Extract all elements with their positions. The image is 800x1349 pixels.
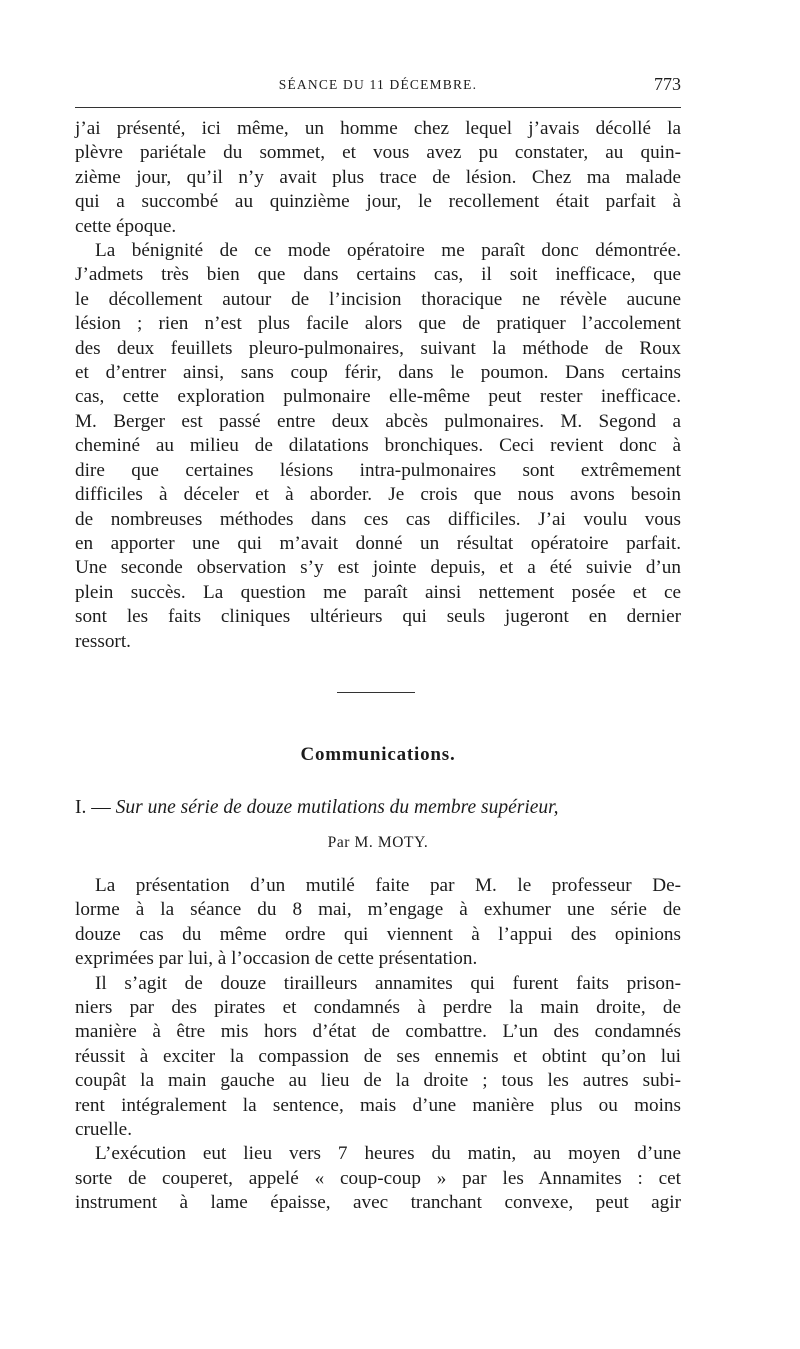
article-title <box>75 797 681 819</box>
text-line: lésion ; rien n’est plus facile alors que de pratiquer l’accolement <box>75 313 681 335</box>
text-line: réussit à exciter la compassion de ses ennemis et obtint qu’on lui <box>75 1045 681 1067</box>
text-line: sorte de couperet, appelé « coup-coup » par les Annamites : cet <box>75 1167 681 1189</box>
text-line: et d’entrer ainsi, sans coup férir, dans le poumon. Dans certains <box>75 362 681 384</box>
text-line: coupât la main gauche au lieu de la droite ; tous les autres subi- <box>75 1070 681 1092</box>
paragraph <box>75 1142 681 1215</box>
article-number: I. — <box>75 797 111 818</box>
text-line: cas, cette exploration pulmonaire elle-même peut rester inefficace. <box>75 386 681 408</box>
text-line: exprimées par lui, à l’occasion de cette présentation. <box>75 948 478 970</box>
text-line: difficiles à déceler et à aborder. Je crois que nous avons besoin <box>75 484 681 506</box>
text-line: plein succès. La question me paraît ainsi nettement posée et ce <box>75 581 681 603</box>
text-line: manière à être mis hors d’état de combattre. L’un des condamnés <box>75 1021 681 1043</box>
text-line: L’exécution eut lieu vers 7 heures du matin, au moyen d’une <box>95 1143 681 1165</box>
text-line: La présentation d’un mutilé faite par M. le professeur De- <box>95 875 681 896</box>
text-line: Une seconde observation s’y est jointe depuis, et a été suivie d’un <box>75 557 681 579</box>
text-line: le décollement autour de l’incision thoracique ne révèle aucune <box>75 288 681 310</box>
bottom-text-block <box>75 874 681 1216</box>
text-line: cheminé au milieu de dilatations bronchiques. Ceci revient donc à <box>75 435 681 457</box>
text-line: dire que certaines lésions intra-pulmonaires sont extrêmement <box>75 459 681 481</box>
text-line: des deux feuillets pleuro-pulmonaires, suivant la méthode de Roux <box>75 337 681 359</box>
separator-rule <box>337 692 415 693</box>
text-line: douze cas du même ordre qui viennent à l’appui des opinions <box>75 923 681 945</box>
page-number: 773 <box>654 74 681 94</box>
text-line: cette époque. <box>75 215 177 237</box>
running-head <box>75 74 681 96</box>
text-line: sont les faits cliniques ultérieurs qui seuls jugeront en dernier <box>75 606 681 628</box>
text-line: plèvre pariétale du sommet, et vous avez pu constater, au quin- <box>75 142 681 164</box>
text-line: rent intégralement la sentence, mais d’une manière plus ou moins <box>75 1094 681 1116</box>
header-rule <box>75 107 681 108</box>
running-title: SÉANCE DU 11 DÉCEMBRE. <box>278 77 478 92</box>
text-line: M. Berger est passé entre deux abcès pulmonaires. M. Segond a <box>75 410 681 432</box>
text-line: J’admets très bien que dans certains cas, il soit inefficace, que <box>75 264 681 286</box>
text-line: en apporter une qui m’avait donné un résultat opératoire parfait. <box>75 532 681 554</box>
text-line: instrument à lame épaisse, avec tranchant convexe, peut agir <box>75 1192 681 1214</box>
paragraph <box>75 972 681 1143</box>
top-text-block <box>75 117 681 654</box>
text-line: ressort. <box>75 630 131 652</box>
text-line: La bénignité de ce mode opératoire me paraît donc démontrée. <box>95 240 681 262</box>
text-line: j’ai présenté, ici même, un homme chez lequel j’avais décollé la <box>75 118 681 139</box>
section-heading: Communications. <box>300 744 456 765</box>
text-line: cruelle. <box>75 1119 132 1141</box>
article-title-text: Sur une série de douze mutilations du membre supérieur, <box>115 797 559 818</box>
text-line: niers par des pirates et condamnés à perdre la main droite, de <box>75 997 681 1019</box>
text-line: de nombreuses méthodes dans ces cas difficiles. J’ai voulu vous <box>75 508 681 530</box>
byline: Par M. MOTY. <box>327 834 429 851</box>
text-line: qui a succombé au quinzième jour, le recollement était parfait à <box>75 191 681 213</box>
paragraph <box>75 239 681 654</box>
paragraph <box>75 874 681 972</box>
paragraph <box>75 117 681 239</box>
text-line: zième jour, qu’il n’y avait plus trace de lésion. Chez ma malade <box>75 166 681 188</box>
text-line: lorme à la séance du 8 mai, m’engage à exhumer une série de <box>75 899 681 921</box>
text-line: Il s’agit de douze tirailleurs annamites qui furent faits prison- <box>95 972 681 994</box>
